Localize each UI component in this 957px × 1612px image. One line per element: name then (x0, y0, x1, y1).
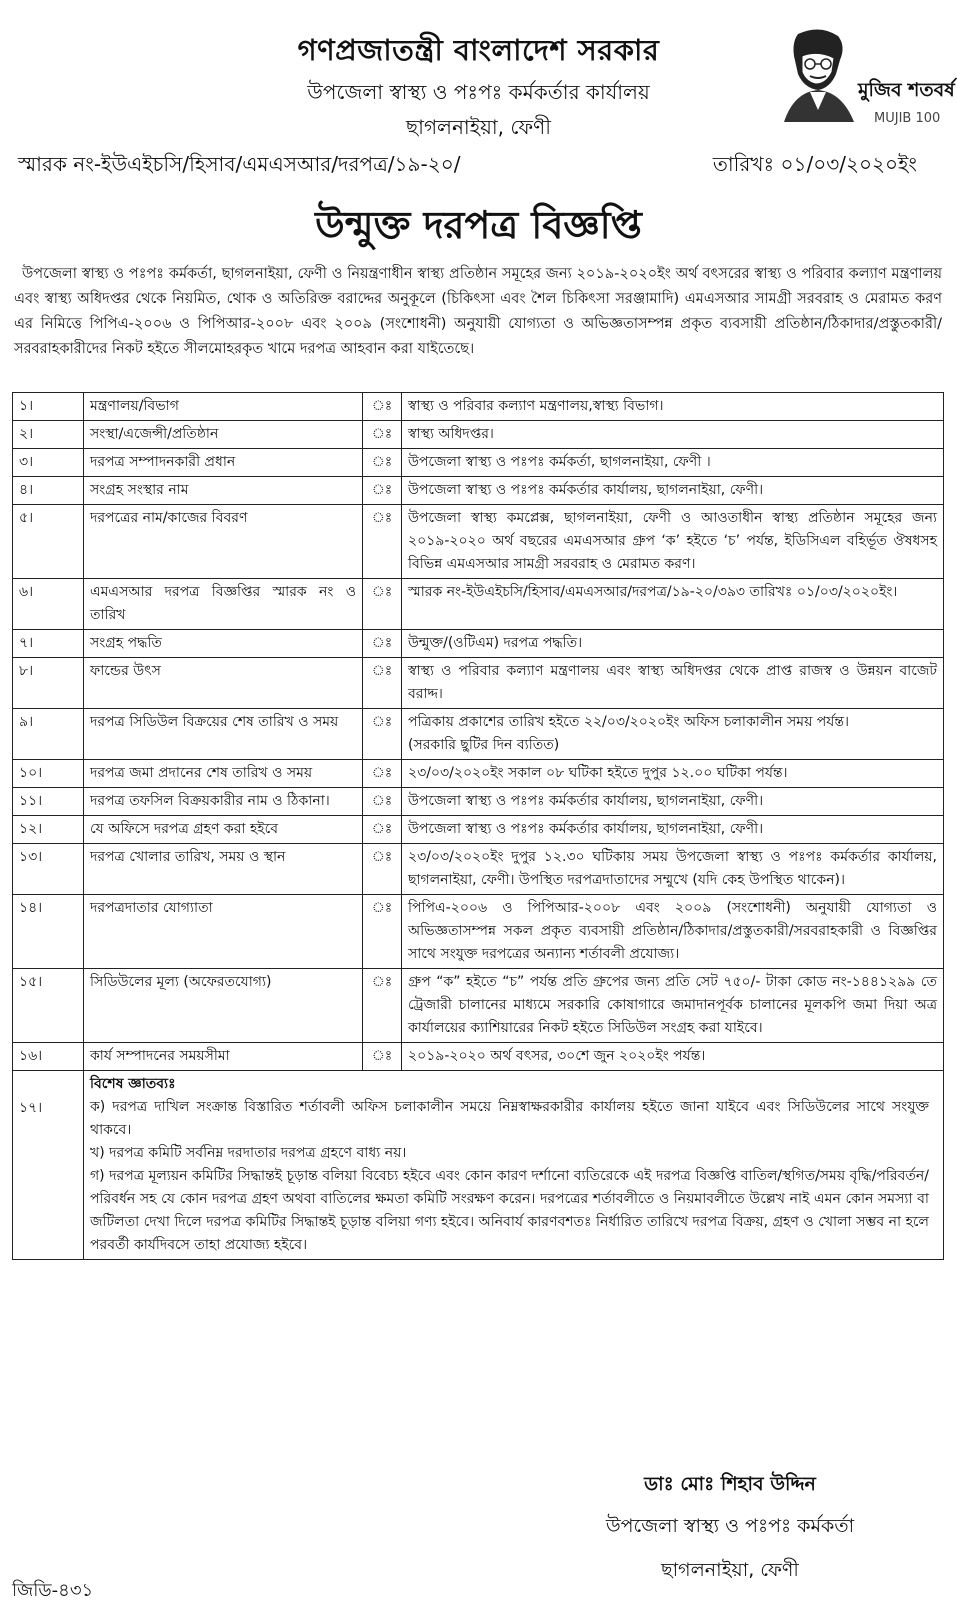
row-value (402, 760, 944, 788)
table-row (13, 630, 944, 658)
row-number: ৬। (13, 579, 84, 630)
row-label: সংস্থা/এজেন্সী/প্রতিষ্ঠান (84, 421, 363, 449)
row-number: ৭। (13, 630, 84, 658)
row-value-text: উপজেলা স্বাস্থ্য ও পঃপঃ কর্মকর্তার কার্যালয়, ছাগলনাইয়া, ফেণী। (408, 793, 764, 809)
svg-text:MUJIB 100: MUJIB 100 (874, 111, 941, 126)
row-value (402, 630, 944, 658)
row-number: ১৪। (13, 895, 84, 969)
row-separator: ঃ (363, 579, 402, 630)
row-number: ১২। (13, 816, 84, 844)
memo-number: স্মারক নং-ইউএইচসি/হিসাব/এমএসআর/দরপত্র/১৯-২০/ (18, 152, 461, 176)
row-value-text: পত্রিকায় প্রকাশের তারিখ হইতে ২২/০৩/২০২০ইং অফিস চলাকালীন সময় পর্যন্ত। (408, 714, 850, 730)
row-label: এমএসআর দরপত্র বিজ্ঞপ্তির স্মারক নং ও তারিখ (84, 579, 363, 630)
row-value (402, 477, 944, 505)
row-number: ১৭। (13, 1071, 84, 1260)
table-row (13, 1043, 944, 1071)
row-value (402, 421, 944, 449)
row-value-text: স্বাস্থ্য অধিদপ্তর। (408, 426, 494, 442)
row-label: দরপত্র সম্পাদনকারী প্রধান (84, 449, 363, 477)
row-separator: ঃ (363, 421, 402, 449)
row-separator: ঃ (363, 393, 402, 421)
row-value (402, 788, 944, 816)
row-value (402, 895, 944, 969)
mujib-portrait-icon (780, 26, 955, 128)
row-value-text: উপজেলা স্বাস্থ্য ও পঃপঃ কর্মকর্তার কার্যালয়, ছাগলনাইয়া, ফেণী। (408, 821, 764, 837)
row-label: দরপত্র তফসিল বিক্রয়কারীর নাম ও ঠিকানা। (84, 788, 363, 816)
row-value (402, 709, 944, 760)
row-value-text: ২৩/০৩/২০২০ইং দুপুর ১২.৩০ ঘটিকায় সময় উপজেলা স্বাস্থ্য ও পঃপঃ কর্মকর্তার কার্যালয়, ছাগলনাইয়া, ফেণী। উপস্থিত দরপত্রদাতাদের সম্মুখে (যদি কেহ উপস্থিত থাকেন)। (408, 849, 937, 888)
row-number: ২। (13, 421, 84, 449)
row-value-text: স্বাস্থ্য ও পরিবার কল্যাণ মন্ত্রণালয় এবং স্বাস্থ্য অধিদপ্তর থেকে প্রাপ্ত রাজস্ব ও উন্নয়ন বাজেট বরাদ্দ। (408, 663, 937, 702)
row-separator: ঃ (363, 844, 402, 895)
svg-text:মুজিব শতবর্ষ: মুজিব শতবর্ষ (858, 79, 955, 101)
table-row (13, 760, 944, 788)
row-label: ফান্ডের উৎস (84, 658, 363, 709)
office-name: উপজেলা স্বাস্থ্য ও পঃপঃ কর্মকর্তার কার্যালয় (307, 80, 650, 104)
row-separator: ঃ (363, 1043, 402, 1071)
row-value-text: ২৩/০৩/২০২০ইং সকাল ০৮ ঘটিকা হইতে দুপুর ১২.০০ ঘটিকা পর্যন্ত। (408, 765, 788, 781)
row-number: ৯। (13, 709, 84, 760)
signatory-place: ছাগলনাইয়া, ফেণী (661, 1559, 799, 1581)
row-number: ৮। (13, 658, 84, 709)
office-location: ছাগলনাইয়া, ফেণী (406, 115, 551, 139)
row-value (402, 844, 944, 895)
row-separator: ঃ (363, 788, 402, 816)
row-separator: ঃ (363, 630, 402, 658)
special-note-item: খ) দরপত্র কমিটি সর্বনিম্ন দরদাতার দরপত্র গ্রহণে বাধ্য নয়। (90, 1145, 407, 1161)
row-value-text: উপজেলা স্বাস্থ্য ও পঃপঃ কর্মকর্তার কার্যালয়, ছাগলনাইয়া, ফেণী। (408, 482, 764, 498)
row-label: সংগ্রহ পদ্ধতি (84, 630, 363, 658)
table-row (13, 579, 944, 630)
row-separator: ঃ (363, 477, 402, 505)
table-row (13, 505, 944, 579)
row-label: মন্ত্রণালয়/বিভাগ (84, 393, 363, 421)
row-number: ১১। (13, 788, 84, 816)
row-value (402, 449, 944, 477)
signatory-name: ডাঃ মোঃ শিহাব উদ্দিন (644, 1473, 816, 1495)
row-value-text: পিপিএ-২০০৬ ও পিপিআর-২০০৮ এবং ২০০৯ (সংশোধনী) অনুযায়ী যোগ্যতা ও অভিজ্ঞতাসম্পন্ন সকল প্রকৃত ব্যবসায়ী প্রতিষ্ঠান/ঠিকাদার/প্রস্তুতকারী/সরবরাহকারী ও বিজ্ঞপ্তির সাথে সংযুক্ত দরপত্রের অন্যান্য শর্তাবলী প্রযোজ্য। (408, 900, 937, 962)
row-separator: ঃ (363, 969, 402, 1043)
row-value-text: স্মারক নং-ইউএইচসি/হিসাব/এমএসআর/দরপত্র/১৯-২০/৩৯৩ তারিখঃ ০১/০৩/২০২০ইং। (408, 584, 898, 600)
row-number: ১৩। (13, 844, 84, 895)
table-row (13, 709, 944, 760)
notice-title: উন্মুক্ত দরপত্র বিজ্ঞপ্তি (315, 203, 642, 247)
row-value-text: গ্রুপ “ক” হইতে “চ” পর্যন্ত প্রতি গ্রুপের জন্য প্রতি সেট ৭৫০/- টাকা কোড নং-১৪৪১২৯৯ তে ট্রেজারী চালানের মাধ্যমে সরকারি কোষাগারে জমাদানপূর্বক চালানের মূলকপি জমা দিয়া অত্র কার্যালয়ের ক্যাশিয়ারের নিকট হইতে সিডিউল সংগ্রহ করা যাইবে। (408, 974, 937, 1036)
table-row (13, 788, 944, 816)
row-number: ১০। (13, 760, 84, 788)
special-note-item: গ) দরপত্র মূল্যয়ন কমিটির সিদ্ধান্তই চূড়ান্ত বলিয়া বিবেচ্য হইবে এবং কোন কারণ দর্শানো ব্যতিরেকে এই দরপত্র বিজ্ঞপ্তি বাতিল/স্থগিত/সময় বৃদ্ধি/পরিবর্তন/পরিবর্ধন সহ যে কোন দরপত্র গ্রহণ অথবা বাতিলের ক্ষমতা কমিটি সংরক্ষণ করেন। দরপত্রের শর্তাবলীতে ও নিয়মাবলীতে উল্লেখ নাই এমন কোন সমস্যা বা জটিলতা দেখা দিলে দরপত্র কমিটির সিদ্ধান্তই চূড়ান্ত বলিয়া গণ্য হইবে। অনিবার্য কারণবশতঃ নির্ধারিত তারিখে দরপত্র বিক্রয়, গ্রহণ ও খোলা সম্ভব না হলে পরবর্তী কার্যদিবসে তাহা প্রযোজ্য হইবে। (90, 1168, 929, 1253)
row-separator: ঃ (363, 895, 402, 969)
row-separator: ঃ (363, 505, 402, 579)
row-number: ১৬। (13, 1043, 84, 1071)
memo-date: তারিখঃ ০১/০৩/২০২০ইং (712, 152, 917, 176)
signatory-block (530, 1470, 930, 1588)
government-title: গণপ্রজাতন্ত্রী বাংলাদেশ সরকার (297, 33, 660, 67)
special-note-item: ক) দরপত্র দাখিল সংক্রান্ত বিস্তারিত শর্তাবলী অফিস চলাকালীন সময়ে নিম্নস্বাক্ষরকারীর কার্যালয় হইতে জানা যাইবে এবং সিডিউলের সাথে সংযুক্ত থাকবে। (90, 1099, 929, 1138)
row-separator: ঃ (363, 816, 402, 844)
row-number: ৫। (13, 505, 84, 579)
row-label: সিডিউলের মূল্য (অফেরতযোগ্য) (84, 969, 363, 1043)
row-separator: ঃ (363, 449, 402, 477)
row-label: দরপত্র সিডিউল বিক্রয়ের শেষ তারিখ ও সময় (84, 709, 363, 760)
table-row (13, 393, 944, 421)
table-row (13, 477, 944, 505)
row-value (402, 579, 944, 630)
row-value (402, 816, 944, 844)
row-label: দরপত্রের নাম/কাজের বিবরণ (84, 505, 363, 579)
row-separator: ঃ (363, 760, 402, 788)
special-notes (84, 1071, 944, 1260)
mujib-100-logo (780, 26, 955, 128)
row-number: ১৫। (13, 969, 84, 1043)
row-value (402, 969, 944, 1043)
row-label: দরপত্রদাতার যোগ্যাতা (84, 895, 363, 969)
row-value (402, 658, 944, 709)
row-value-text: ২০১৯-২০২০ অর্থ বৎসর, ৩০শে জুন ২০২০ইং পর্যন্ত। (408, 1048, 706, 1064)
row-label: সংগ্রহ সংস্থার নাম (84, 477, 363, 505)
row-separator: ঃ (363, 709, 402, 760)
table-row (13, 421, 944, 449)
row-number: ৪। (13, 477, 84, 505)
tender-details-table (12, 392, 944, 1260)
row-value (402, 393, 944, 421)
row-separator: ঃ (363, 658, 402, 709)
row-number: ১। (13, 393, 84, 421)
row-label: যে অফিসে দরপত্র গ্রহণ করা হইবে (84, 816, 363, 844)
row-value (402, 505, 944, 579)
special-notes-row (13, 1071, 944, 1260)
row-value-text: উপজেলা স্বাস্থ্য কমপ্লেক্স, ছাগলনাইয়া, ফেণী ও আওতাধীন স্বাস্থ্য প্রতিষ্ঠান সমূহের জন্য ২০১৯-২০২০ অর্থ বছরের এমএসআর গ্রুপ ‘ক’ হইতে ‘চ’ পর্যন্ত, ইডিসিএল বহির্ভূত ঔষধসহ বিভিন্ন এমএসআর সামগ্রী সরবরাহ ও মেরামত করণ। (408, 510, 937, 572)
intro-paragraph: উপজেলা স্বাস্থ্য ও পঃপঃ কর্মকর্তা, ছাগলনাইয়া, ফেণী ও নিয়ন্ত্রণাধীন স্বাস্থ্য প্রতিষ্ঠান সমূহের জন্য ২০১৯-২০২০ইং অর্থ বৎসরের স্বাস্থ্য ও পরিবার কল্যাণ মন্ত্রণালয় এবং স্বাস্থ্য অধিদপ্তর থেকে নিয়মিত, থোক ও অতিরিক্ত বরাদ্দের অনুকূলে (চিকিৎসা এবং শৈল চিকিৎসা সরঞ্জামাদি) এমএসআর সামগ্রী সরবরাহ ও মেরামত করণ এর নিমিত্তে পিপিএ-২০০৬ ও পিপিআর-২০০৮ এবং ২০০৯ (সংশোধনী) অনুযায়ী যোগ্যতা ও অভিজ্ঞতাসম্পন্ন প্রকৃত ব্যবসায়ী প্রতিষ্ঠান/ঠিকাদার/প্রস্তুতকারী/সরবরাহকারীদের নিকট হইতে সীলমোহরকৃত খামে দরপত্র আহবান করা যাইতেছে। (14, 266, 942, 357)
table-row (13, 658, 944, 709)
notice-header (0, 0, 957, 180)
row-value-text: স্বাস্থ্য ও পরিবার কল্যাণ মন্ত্রণালয়,স্বাস্থ্য বিভাগ। (408, 398, 664, 414)
row-value-text: উন্মুক্ত/(ওটিএম) দরপত্র পদ্ধতি। (408, 635, 583, 651)
table-row (13, 816, 944, 844)
signatory-designation: উপজেলা স্বাস্থ্য ও পঃপঃ কর্মকর্তা (605, 1515, 855, 1537)
row-label: দরপত্র জমা প্রদানের শেষ তারিখ ও সময় (84, 760, 363, 788)
row-value (402, 1043, 944, 1071)
row-number: ৩। (13, 449, 84, 477)
row-value-note: (সরকারি ছুটির দিন ব্যতিত) (408, 737, 560, 753)
table-row (13, 844, 944, 895)
row-label: দরপত্র খোলার তারিখ, সময় ও স্থান (84, 844, 363, 895)
row-label: কার্য সম্পাদনের সময়সীমা (84, 1043, 363, 1071)
gd-number: জিডি-৪৩১ (12, 1580, 94, 1601)
table-row (13, 895, 944, 969)
table-row (13, 969, 944, 1043)
table-row (13, 449, 944, 477)
special-notes-title: বিশেষ জ্ঞাতব্যঃ (90, 1076, 176, 1092)
row-value-text: উপজেলা স্বাস্থ্য ও পঃপঃ কর্মকর্তা, ছাগলনাইয়া, ফেণী । (408, 454, 711, 470)
